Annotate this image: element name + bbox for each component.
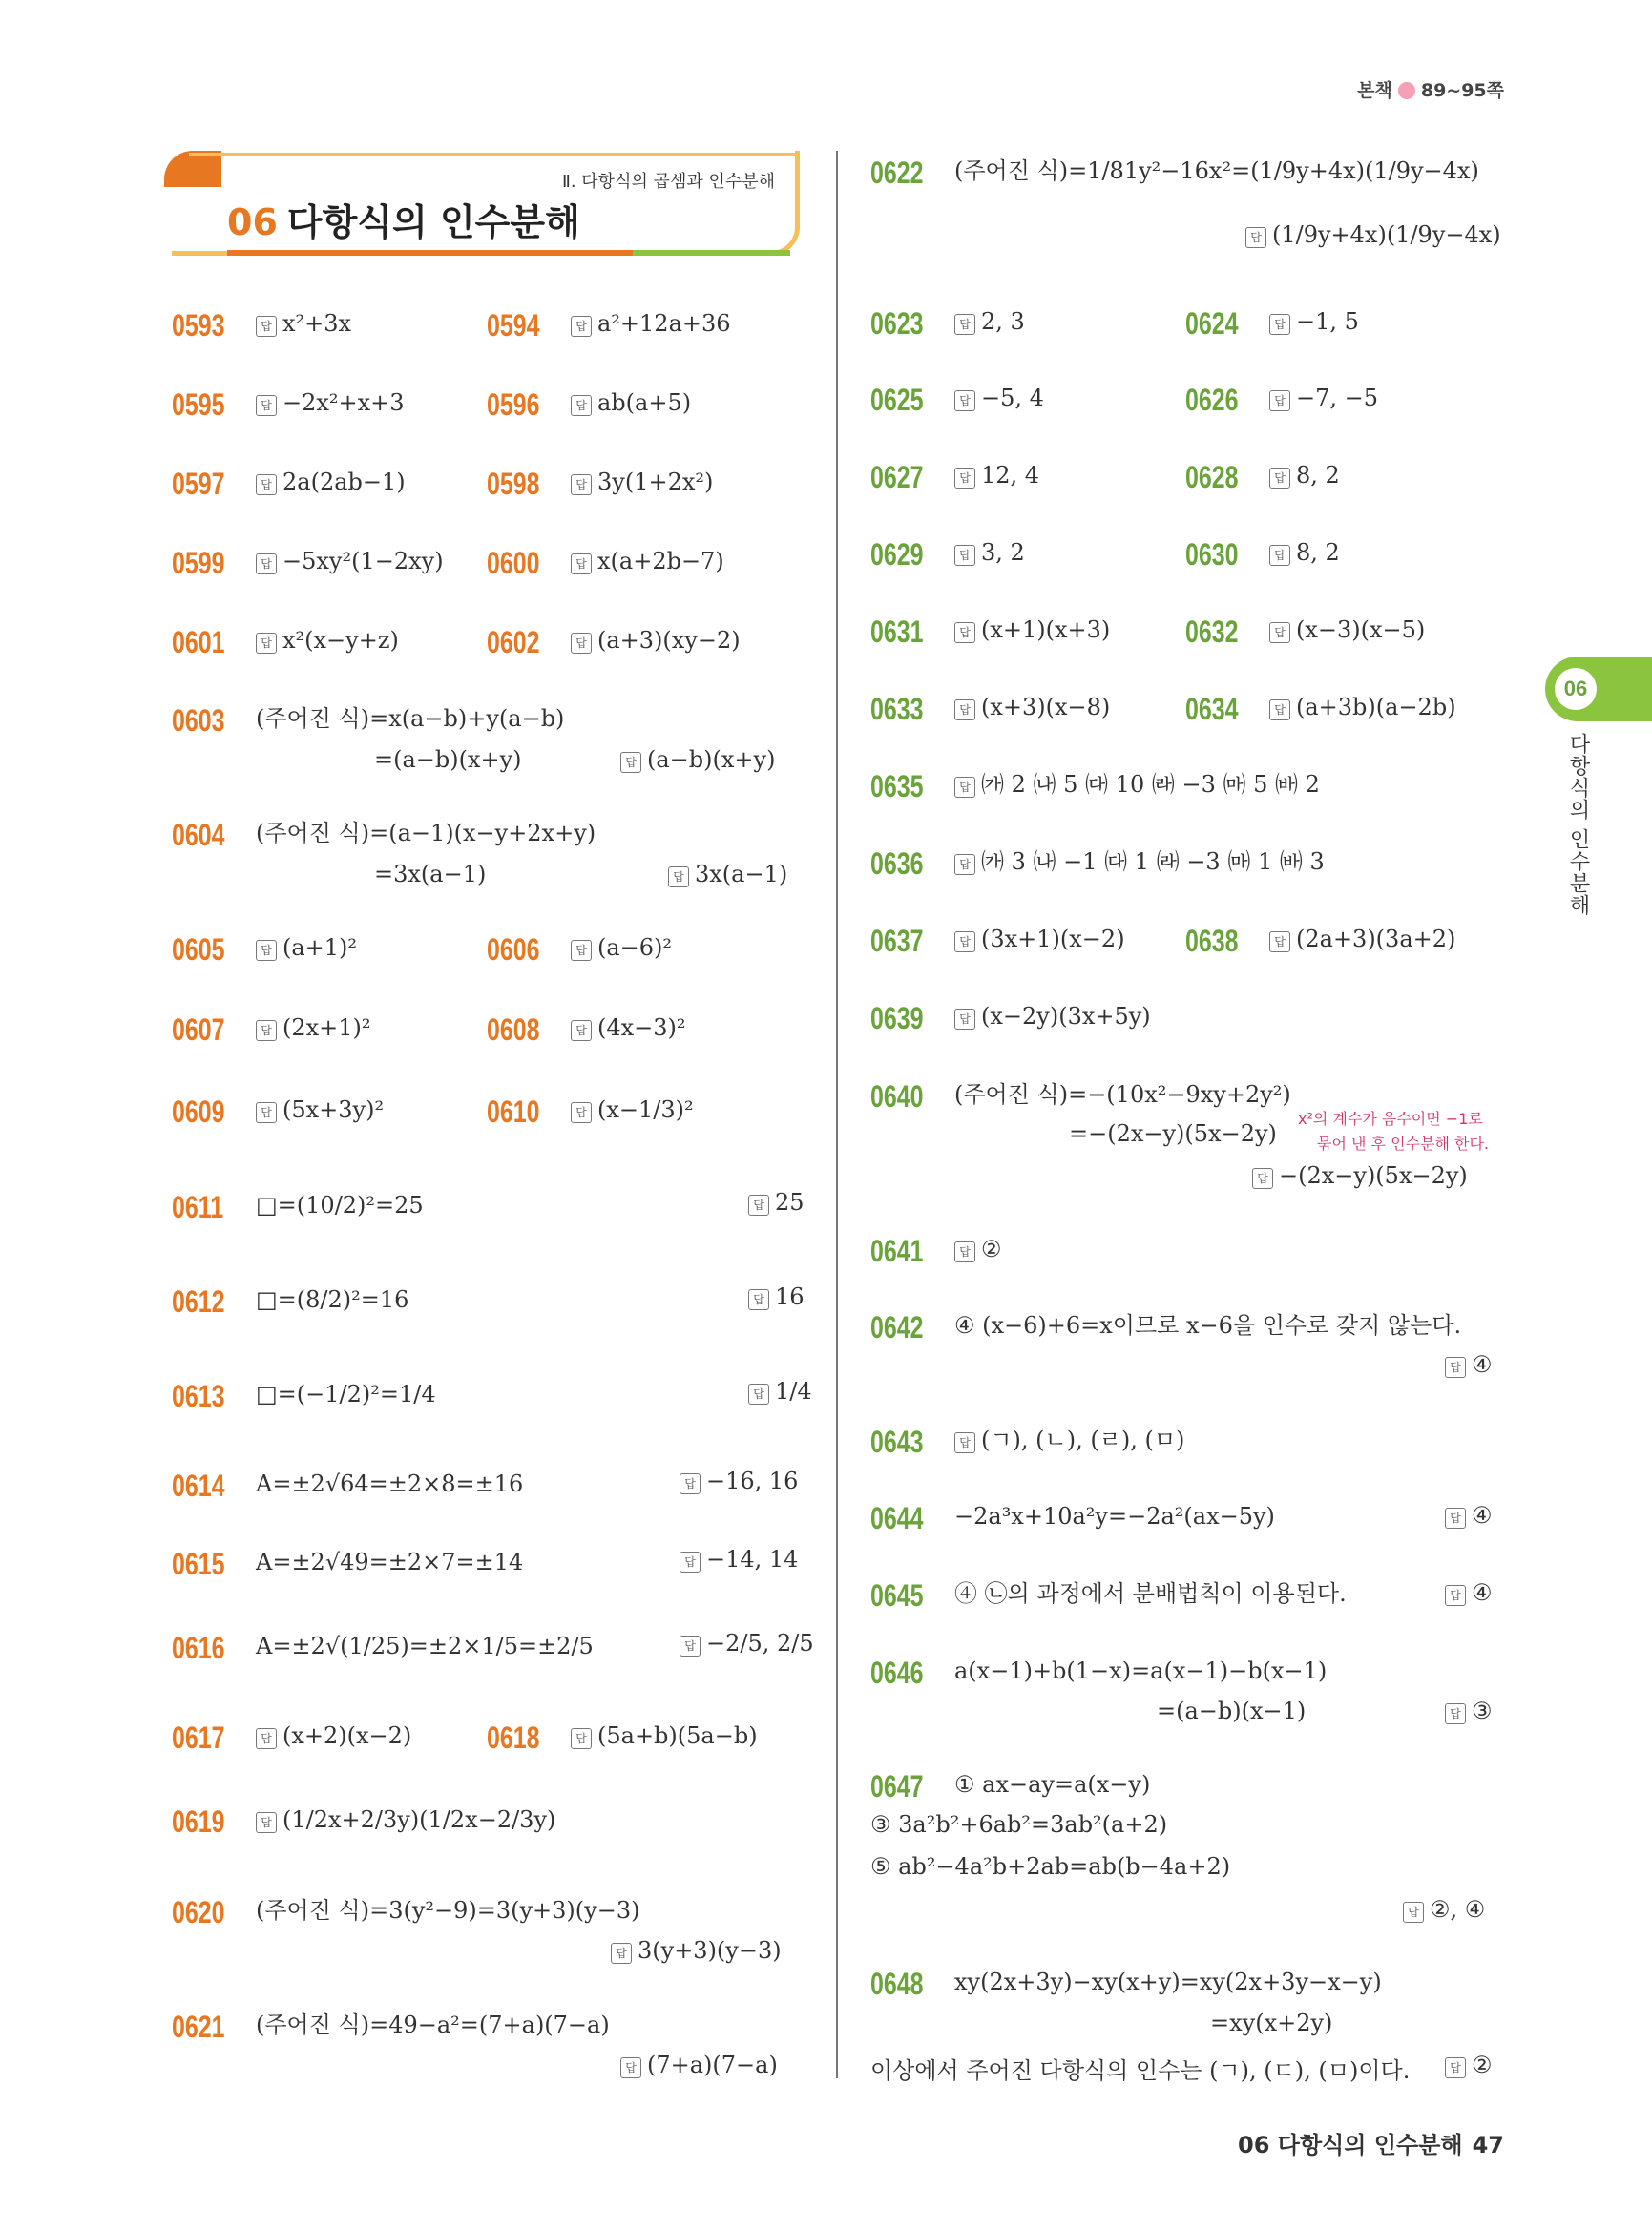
problem-0597: 0597 답 2a(2ab−1)	[172, 466, 406, 501]
problem-0648-step: =xy(x+2y)	[1210, 2010, 1333, 2036]
problem-0628: 0628 답 8, 2	[1185, 459, 1340, 494]
problem-0648: 0648 xy(2x+3y)−xy(x+y)=xy(2x+3y−x−y)	[870, 1966, 1382, 2001]
book-label: 본책	[1357, 80, 1392, 101]
problem-0595: 0595 답 −2x²+x+3	[172, 386, 405, 422]
problem-0644-answer: 답 ④	[1445, 1502, 1493, 1529]
problem-0612: 0612 □=(8/2)²=16	[172, 1283, 409, 1319]
side-tab-label: 다항식의 인수분해	[1566, 733, 1590, 916]
footer-chapter: 06 다항식의 인수분해	[1238, 2132, 1463, 2158]
problem-0637: 0637 답 (3x+1)(x−2)	[870, 923, 1125, 958]
arrow-icon	[1398, 82, 1415, 99]
problem-0600: 0600 답 x(a+2b−7)	[487, 545, 724, 580]
problem-0644: 0644 −2a³x+10a²y=−2a²(ax−5y)	[870, 1500, 1275, 1535]
problem-0615-answer: 답 −14, 14	[680, 1546, 798, 1573]
problem-0635: 0635 답 ㈎ 2 ㈏ 5 ㈐ 10 ㈑ −3 ㈒ 5 ㈓ 2	[870, 768, 1320, 803]
chapter-title-box	[172, 151, 802, 258]
problem-0647: 0647 ① ax−ay=a(x−y)	[870, 1768, 1151, 1804]
problem-0633: 0633 답 (x+3)(x−8)	[870, 691, 1111, 726]
problem-0646: 0646 a(x−1)+b(1−x)=a(x−1)−b(x−1)	[870, 1655, 1328, 1690]
problem-0614-answer: 답 −16, 16	[680, 1468, 798, 1494]
problem-0610: 0610 답 (x−1/3)²	[487, 1094, 694, 1129]
problem-0594: 0594 답 a²+12a+36	[487, 307, 731, 343]
problem-0648-conclusion: 이상에서 주어진 다항식의 인수는 (ㄱ), (ㄷ), (ㅁ)이다.	[870, 2057, 1411, 2084]
problem-0645-answer: 답 ④	[1445, 1579, 1493, 1606]
problem-0616-answer: 답 −2/5, 2/5	[680, 1630, 814, 1657]
problem-0613-answer: 답 1/4	[748, 1378, 812, 1405]
problem-0623: 0623 답 2, 3	[870, 305, 1025, 341]
problem-0647-line-2: ③ 3a²b²+6ab²=3ab²(a+2)	[870, 1811, 1168, 1838]
problem-0626: 0626 답 −7, −5	[1185, 382, 1379, 417]
problem-0614: 0614 A=±2√64=±2×8=±16	[172, 1468, 524, 1503]
problem-0639: 0639 답 (x−2y)(3x+5y)	[870, 1000, 1151, 1035]
page-range-header	[1357, 76, 1504, 102]
problem-0607: 0607 답 (2x+1)²	[172, 1011, 371, 1047]
problem-0604-step: =3x(a−1)	[374, 861, 487, 887]
page-number: 47	[1472, 2132, 1504, 2158]
problem-0603-answer: 답 (a−b)(x+y)	[620, 746, 775, 773]
problem-0598: 0598 답 3y(1+2x²)	[487, 466, 714, 501]
problem-0647-answer: 답 ②, ④	[1403, 1896, 1485, 1923]
problem-0604-answer: 답 3x(a−1)	[668, 861, 787, 887]
problem-0618: 0618 답 (5a+b)(5a−b)	[487, 1720, 758, 1755]
problem-0631: 0631 답 (x+1)(x+3)	[870, 614, 1111, 649]
problem-0609: 0609 답 (5x+3y)²	[172, 1094, 385, 1129]
problem-0622: 0622 (주어진 식)=1/81y²−16x²=(1/9y+4x)(1/9y−4x)	[870, 155, 1479, 190]
problem-0602: 0602 답 (a+3)(xy−2)	[487, 624, 741, 659]
chapter-number: 06	[227, 201, 278, 243]
problem-0640: 0640 (주어진 식)=−(10x²−9xy+2y²)	[870, 1078, 1291, 1114]
page-range: 89~95쪽	[1420, 80, 1504, 101]
problem-0640-step: =−(2x−y)(5x−2y)	[1069, 1120, 1277, 1147]
problem-0606: 0606 답 (a−6)²	[487, 931, 673, 967]
problem-0634: 0634 답 (a+3b)(a−2b)	[1185, 691, 1456, 726]
problem-0645: 0645 ④ ㉡의 과정에서 분배법칙이 이용된다.	[870, 1577, 1347, 1613]
problem-0611-answer: 답 25	[748, 1189, 805, 1216]
problem-0620: 0620 (주어진 식)=3(y²−9)=3(y+3)(y−3)	[172, 1894, 640, 1929]
column-divider	[836, 151, 838, 2078]
problem-0640-note-2: 묶어 낸 후 인수분해 한다.	[1317, 1135, 1489, 1153]
problem-0611: 0611 □=(10/2)²=25	[172, 1189, 424, 1224]
chapter-title	[227, 193, 580, 245]
problem-0612-answer: 답 16	[748, 1283, 805, 1310]
problem-0638: 0638 답 (2a+3)(3a+2)	[1185, 923, 1456, 958]
problem-0642-answer: 답 ④	[1445, 1351, 1493, 1378]
problem-0624: 0624 답 −1, 5	[1185, 305, 1359, 341]
problem-0619: 0619 답 (1/2x+2/3y)(1/2x−2/3y)	[172, 1804, 556, 1839]
problem-0616: 0616 A=±2√(1/25)=±2×1/5=±2/5	[172, 1630, 594, 1665]
problem-0641: 0641 답 ②	[870, 1233, 1002, 1268]
chapter-side-tab	[1545, 657, 1652, 721]
problem-0608: 0608 답 (4x−3)²	[487, 1011, 686, 1047]
problem-0593: 0593 답 x²+3x	[172, 307, 352, 343]
problem-0617: 0617 답 (x+2)(x−2)	[172, 1720, 412, 1755]
problem-0646-answer: 답 ③	[1445, 1698, 1493, 1724]
problem-0596: 0596 답 ab(a+5)	[487, 386, 692, 422]
problem-0636: 0636 답 ㈎ 3 ㈏ −1 ㈐ 1 ㈑ −3 ㈒ 1 ㈓ 3	[870, 845, 1325, 881]
problem-0613: 0613 □=(−1/2)²=1/4	[172, 1378, 436, 1413]
problem-0603: 0603 (주어진 식)=x(a−b)+y(a−b)	[172, 702, 565, 738]
problem-0640-answer: 답 −(2x−y)(5x−2y)	[1252, 1162, 1468, 1189]
problem-0642: 0642 ④ (x−6)+6=x이므로 x−6을 인수로 갖지 않는다.	[870, 1309, 1462, 1345]
problem-0627: 0627 답 12, 4	[870, 459, 1040, 494]
problem-0630: 0630 답 8, 2	[1185, 536, 1340, 572]
problem-0621-answer: 답 (7+a)(7−a)	[620, 2052, 778, 2078]
problem-0621: 0621 (주어진 식)=49−a²=(7+a)(7−a)	[172, 2009, 610, 2044]
problem-0622-answer: 답 (1/9y+4x)(1/9y−4x)	[1245, 221, 1501, 248]
problem-0599: 0599 답 −5xy²(1−2xy)	[172, 545, 444, 580]
problem-0601: 0601 답 x²(x−y+z)	[172, 624, 399, 659]
page-footer	[1238, 2126, 1504, 2159]
chapter-title-text: 다항식의 인수분해	[286, 201, 580, 243]
problem-0605: 0605 답 (a+1)²	[172, 931, 358, 967]
problem-0647-line-3: ⑤ ab²−4a²b+2ab=ab(b−4a+2)	[870, 1853, 1231, 1880]
problem-0603-step: =(a−b)(x+y)	[374, 746, 522, 773]
problem-0648-answer: 답 ②	[1445, 2052, 1493, 2078]
side-tab-number: 06	[1555, 668, 1597, 710]
problem-0640-note-1: x²의 계수가 음수이면 −1로	[1298, 1110, 1483, 1128]
problem-0620-answer: 답 3(y+3)(y−3)	[611, 1937, 782, 1964]
problem-0629: 0629 답 3, 2	[870, 536, 1025, 572]
problem-0646-step: =(a−b)(x−1)	[1157, 1698, 1307, 1724]
chapter-part: Ⅱ. 다항식의 곱셈과 인수분해	[561, 172, 775, 192]
problem-0604: 0604 (주어진 식)=(a−1)(x−y+2x+y)	[172, 817, 596, 852]
problem-0625: 0625 답 −5, 4	[870, 382, 1044, 417]
problem-0615: 0615 A=±2√49=±2×7=±14	[172, 1546, 524, 1581]
problem-0643: 0643 답 (ㄱ), (ㄴ), (ㄹ), (ㅁ)	[870, 1424, 1185, 1459]
problem-0632: 0632 답 (x−3)(x−5)	[1185, 614, 1426, 649]
